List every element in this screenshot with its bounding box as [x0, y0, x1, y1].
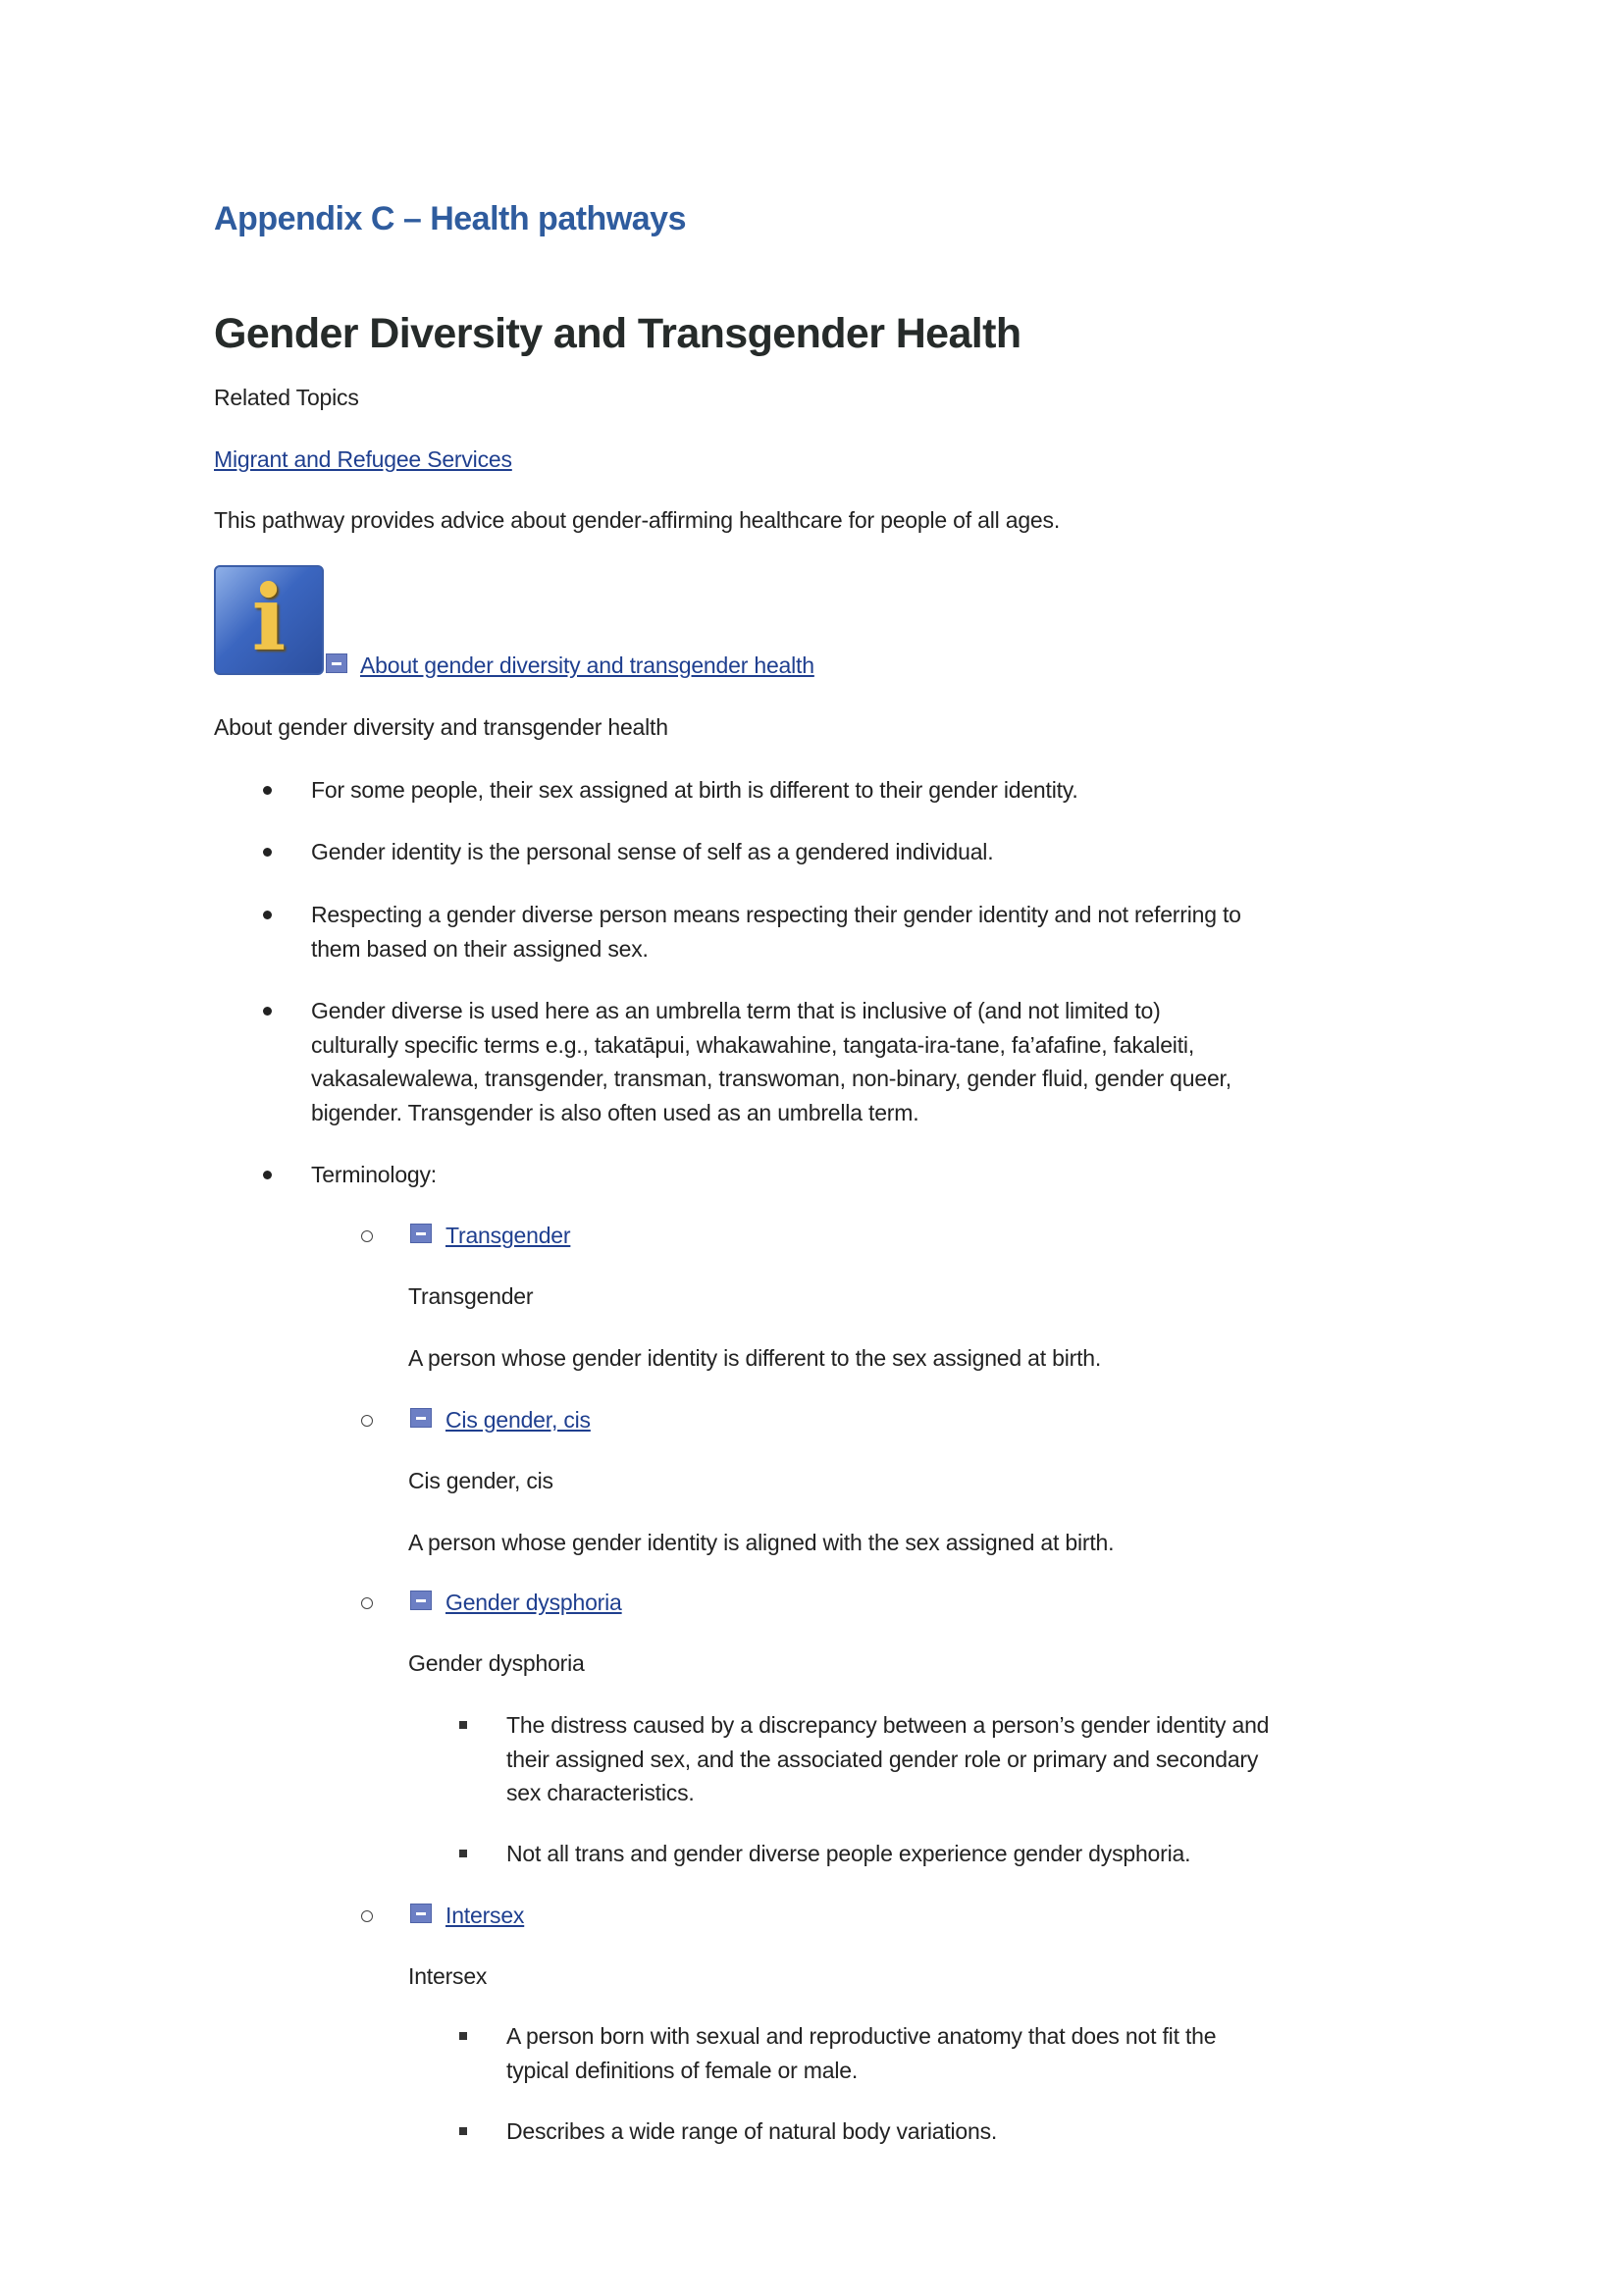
- collapse-icon[interactable]: [410, 1408, 432, 1428]
- square-bullet-icon: [459, 2127, 467, 2135]
- appendix-title: Appendix C – Health pathways: [214, 200, 686, 237]
- bullet-text: Respecting a gender diverse person means respecting their gender identity and not referring to: [311, 902, 1241, 927]
- related-link-migrant-refugee[interactable]: Migrant and Refugee Services: [214, 446, 512, 472]
- term-link[interactable]: Intersex: [445, 1903, 525, 1928]
- bullet-icon: [263, 911, 272, 919]
- circle-bullet-icon: [361, 1597, 373, 1609]
- term-link[interactable]: Cis gender, cis: [445, 1407, 591, 1433]
- circle-bullet-icon: [361, 1230, 373, 1242]
- square-bullet-icon: [459, 1721, 467, 1729]
- bullet-text: them based on their assigned sex.: [311, 935, 649, 962]
- bullet-text: Terminology:: [311, 1162, 437, 1187]
- square-bullet-icon: [459, 1850, 467, 1857]
- term-point-text: sex characteristics.: [506, 1780, 695, 1806]
- bullet-icon: [263, 1171, 272, 1179]
- bullet-text: bigender. Transgender is also often used as an umbrella term.: [311, 1099, 919, 1125]
- term-point-text: Not all trans and gender diverse people experience gender dysphoria.: [506, 1841, 1191, 1866]
- about-section-link[interactable]: About gender diversity and transgender health: [360, 652, 814, 678]
- term-definition: A person whose gender identity is aligned with the sex assigned at birth.: [408, 1530, 1115, 1555]
- intro-text: This pathway provides advice about gender-affirming healthcare for people of all ages.: [214, 507, 1061, 533]
- collapse-icon[interactable]: [410, 1224, 432, 1243]
- related-topics-label: Related Topics: [214, 385, 359, 410]
- bullet-text: Gender diverse is used here as an umbrella term that is inclusive of (and not limited to): [311, 998, 1161, 1023]
- term-link[interactable]: Gender dysphoria: [445, 1590, 622, 1615]
- term-point-text: typical definitions of female or male.: [506, 2057, 859, 2083]
- collapse-icon[interactable]: [410, 1904, 432, 1923]
- bullet-text: vakasalewalewa, transgender, transman, transwoman, non-binary, gender fluid, gender queer,: [311, 1066, 1231, 1092]
- bullet-text: Gender identity is the personal sense of self as a gendered individual.: [311, 839, 994, 864]
- page-title: Gender Diversity and Transgender Health: [214, 310, 1021, 357]
- bullet-text: For some people, their sex assigned at birth is different to their gender identity.: [311, 777, 1078, 803]
- collapse-icon[interactable]: [410, 1591, 432, 1610]
- about-section-heading: About gender diversity and transgender health: [214, 714, 668, 740]
- term-heading: Cis gender, cis: [408, 1468, 553, 1493]
- bullet-icon: [263, 786, 272, 795]
- information-icon: i: [214, 565, 324, 675]
- bullet-icon: [263, 848, 272, 857]
- circle-bullet-icon: [361, 1415, 373, 1427]
- bullet-icon: [263, 1007, 272, 1016]
- term-heading: Transgender: [408, 1283, 534, 1309]
- term-point-text: The distress caused by a discrepancy between a person’s gender identity and: [506, 1712, 1270, 1738]
- term-point-text: Describes a wide range of natural body variations.: [506, 2118, 998, 2144]
- term-heading: Gender dysphoria: [408, 1650, 585, 1676]
- bullet-text: culturally specific terms e.g., takatāpui, whakawahine, tangata-ira-tane, fa’afafine, fakaleiti,: [311, 1031, 1195, 1058]
- term-heading: Intersex: [408, 1963, 488, 1989]
- term-link[interactable]: Transgender: [445, 1223, 571, 1248]
- square-bullet-icon: [459, 2032, 467, 2040]
- term-point-text: their assigned sex, and the associated gender role or primary and secondary: [506, 1746, 1259, 1772]
- term-point-text: A person born with sexual and reproductive anatomy that does not fit the: [506, 2023, 1217, 2049]
- circle-bullet-icon: [361, 1910, 373, 1922]
- collapse-icon[interactable]: [326, 653, 347, 673]
- term-definition: A person whose gender identity is different to the sex assigned at birth.: [408, 1345, 1102, 1371]
